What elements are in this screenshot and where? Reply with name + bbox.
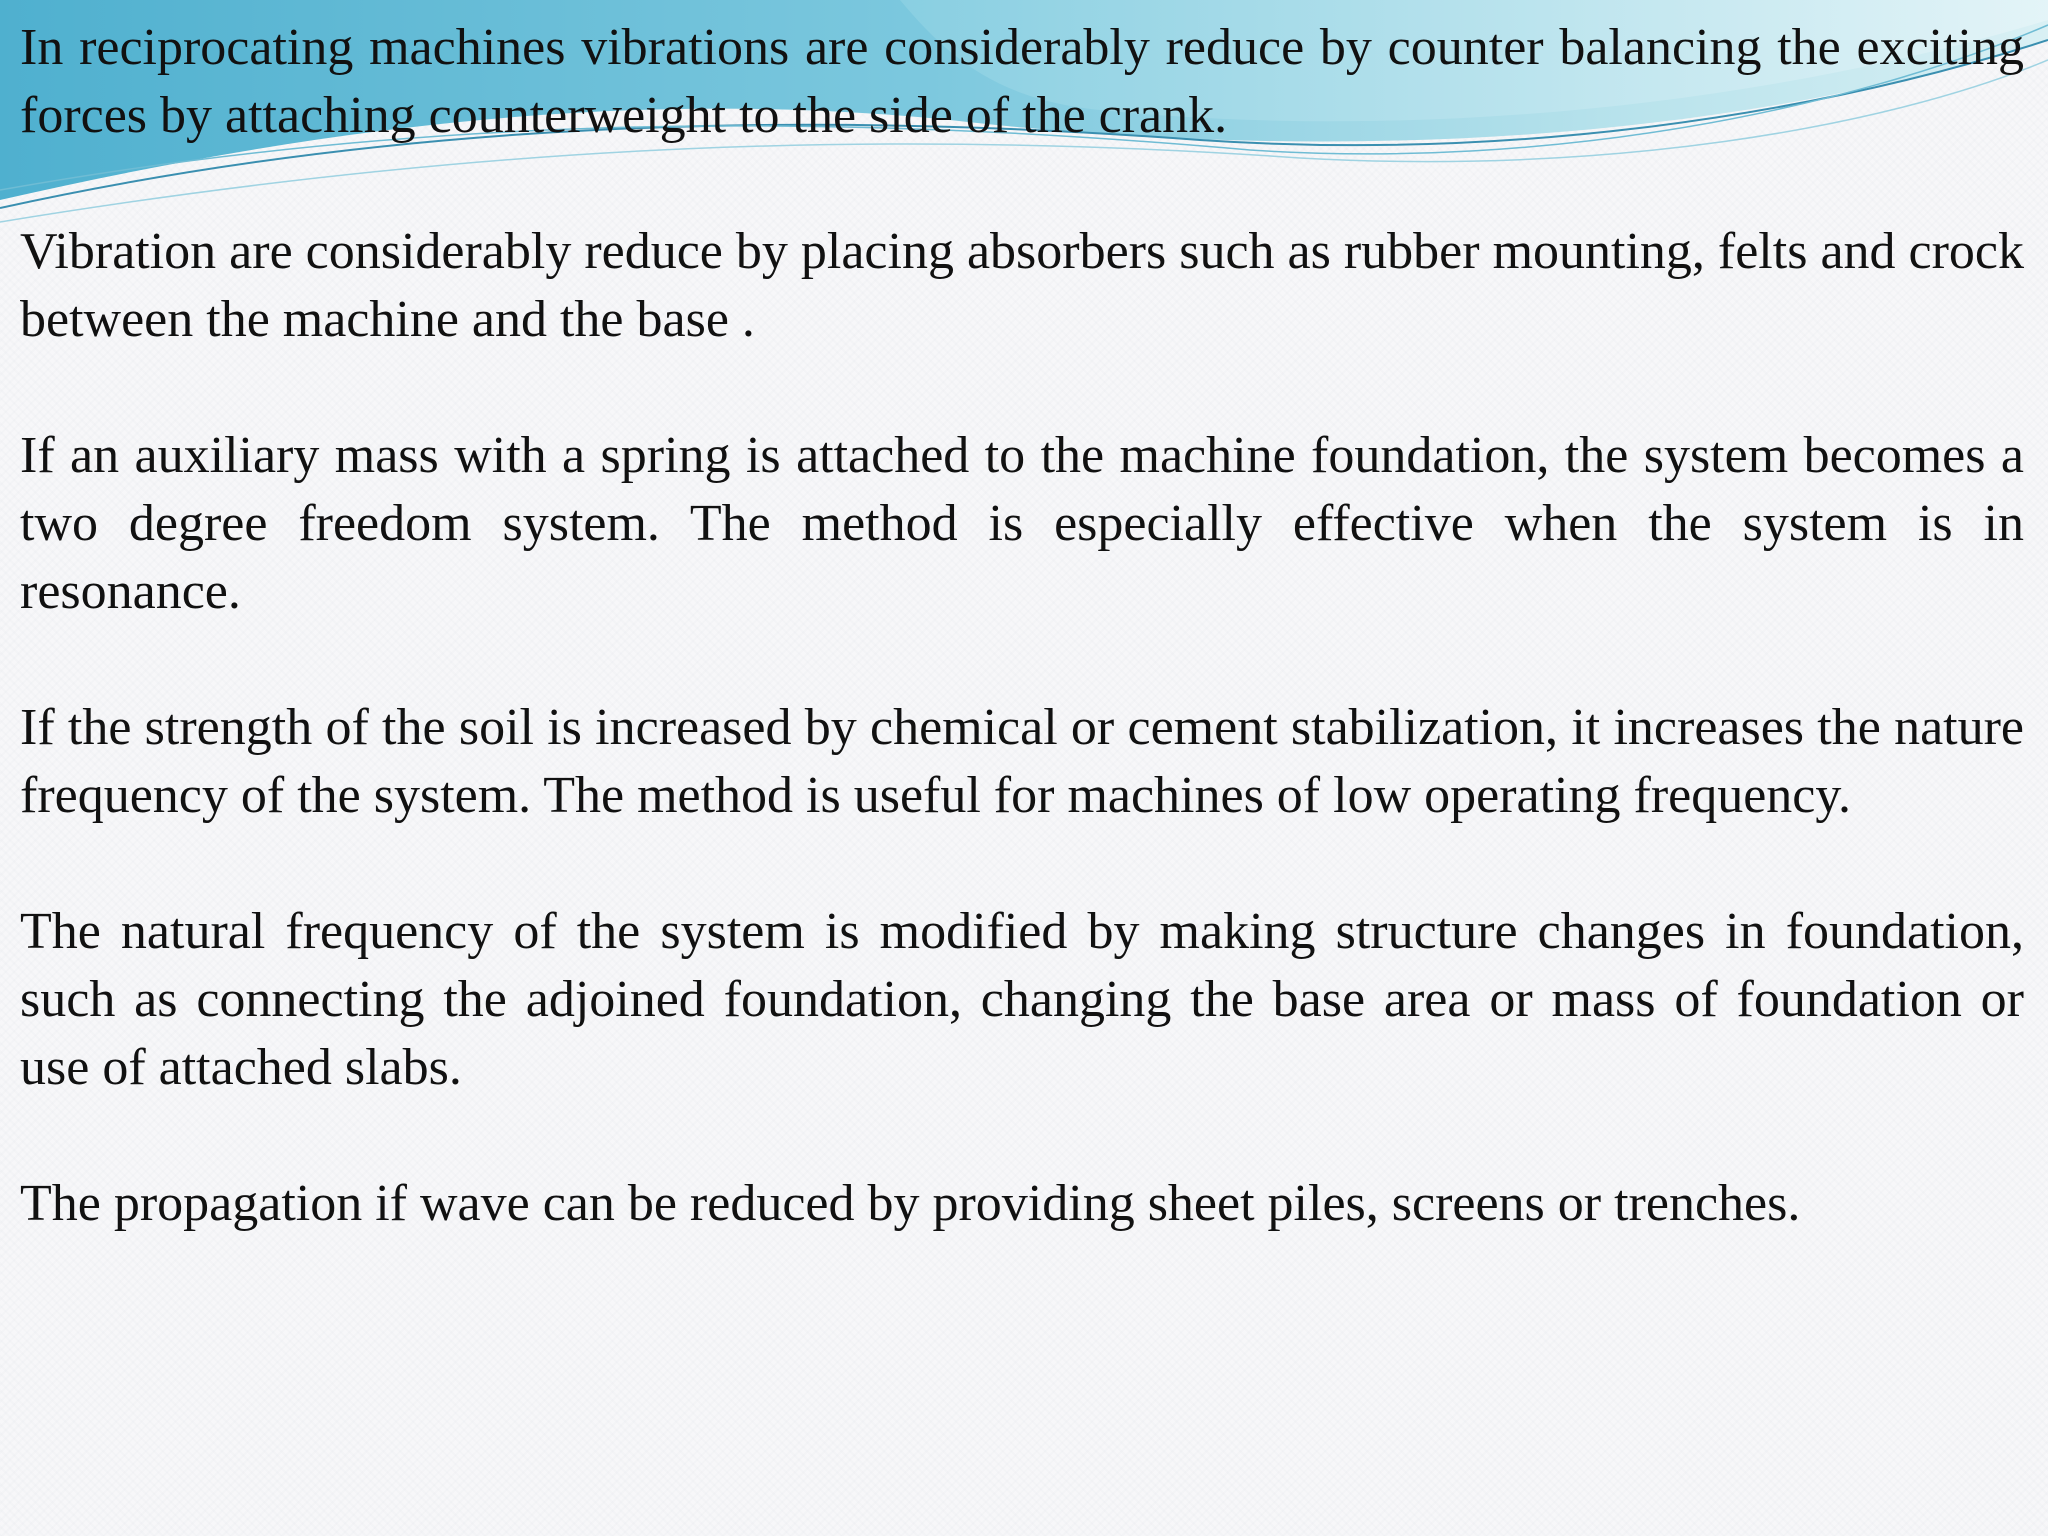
paragraph-soil-stabilization: If the strength of the soil is increased by chemical or cement stabilization, it increases the nature frequency of the system. The method is useful for machines of low operating frequency.	[20, 699, 2024, 824]
paragraph-structure-changes: The natural frequency of the system is modified by making structure changes in foundation, such as connecting the adjoined foundation, changing the base area or mass of foundation or use of attached slabs.	[20, 903, 2024, 1096]
paragraph-wave-propagation: The propagation if wave can be reduced by providing sheet piles, screens or trenches.	[20, 1175, 1801, 1232]
paragraph-absorbers: Vibration are considerably reduce by placing absorbers such as rubber mounting, felts and crock between the machine and the base .	[20, 223, 2024, 348]
slide-body	[20, 14, 2024, 1306]
paragraph-auxiliary-mass: If an auxiliary mass with a spring is attached to the machine foundation, the system becomes a two degree freedom system. The method is especially effective when the system is in resonance.	[20, 427, 2024, 620]
paragraph-counterweight: In reciprocating machines vibrations are considerably reduce by counter balancing the exciting forces by attaching counterweight to the side of the crank.	[20, 19, 2024, 144]
